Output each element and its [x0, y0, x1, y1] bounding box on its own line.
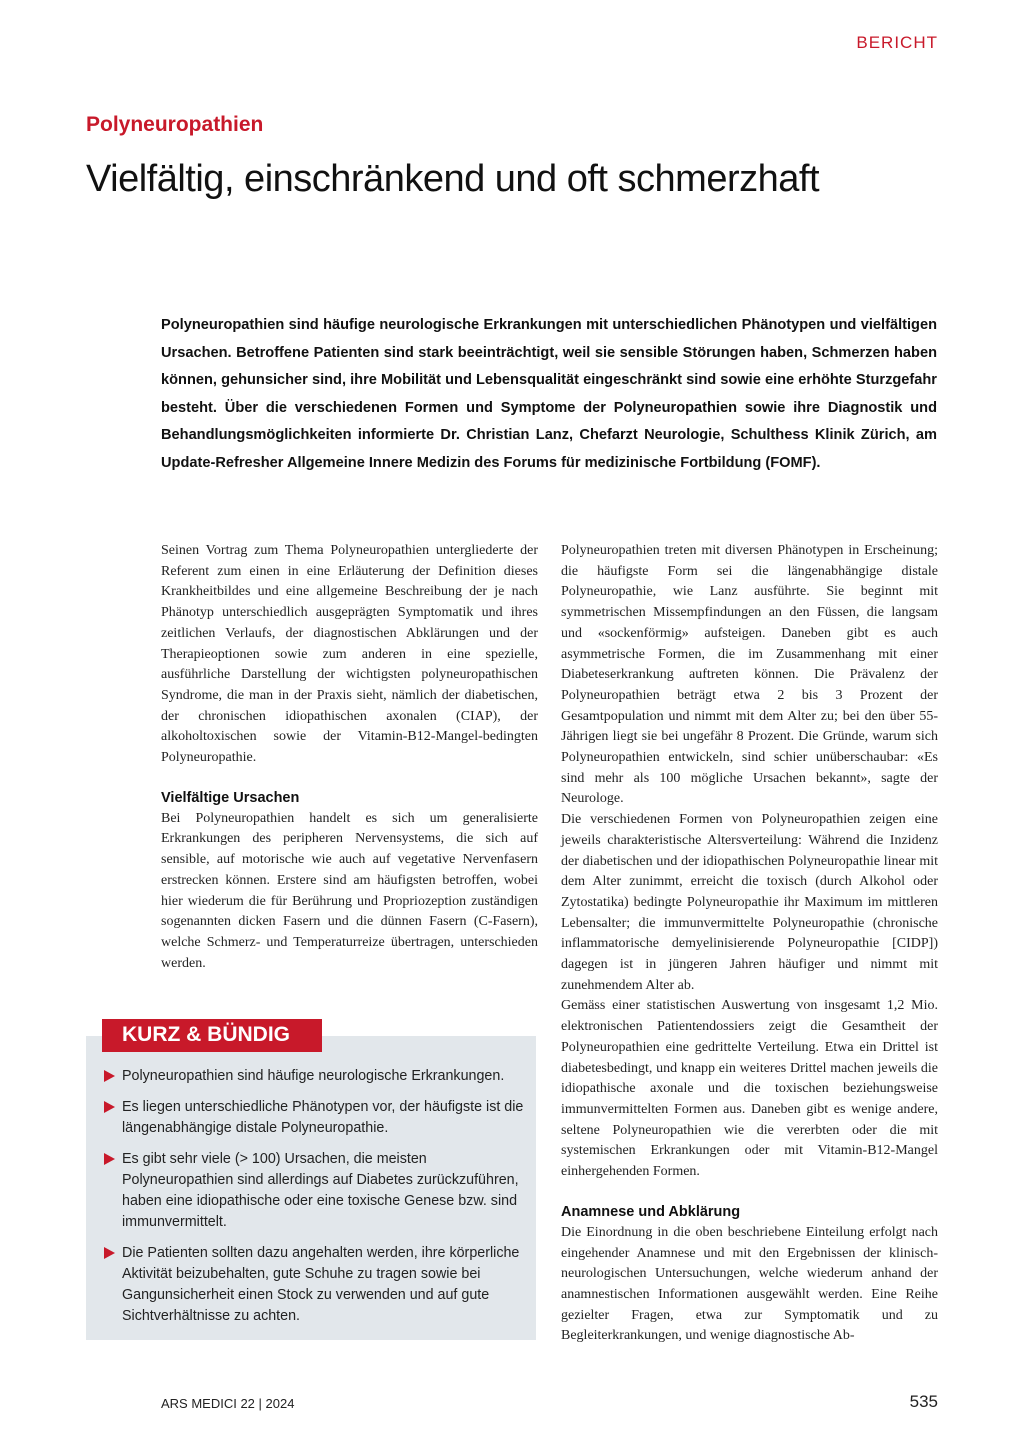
journal-issue: ARS MEDICI 22 | 2024 — [161, 1396, 295, 1411]
summary-item-text: Es gibt sehr viele (> 100) Ursachen, die meisten Polyneuropathien sind allerdings auf Diabetes zurückzuführen, haben eine idiopathische oder eine toxische Genese bzw. sind immunvermittelt. — [122, 1151, 519, 1230]
intro-paragraph: Seinen Vortrag zum Thema Polyneuropathien untergliederte der Referent zum einen in eine Erläuterung der Definition dieses Krankheitbildes und eine allgemeine Beschreibung der je nach Phänotyp unterschiedlich ausgeprägten Symptomatik und ihres zeitlichen Verlaufs, der diagnostischen Abklärungen und der Therapieoptionen sowie zum anderen in eine spezielle, ausführliche Darstellung der wichtigsten polyneuropathischen Syndrome, die man in der Praxis sieht, nämlich der diabetischen, der chronischen idiopathischen axonalen (CIAP), der alkoholtoxischen sowie der Vitamin-B12-Mangel-bedingten Polyneuropathie. — [161, 543, 538, 766]
body-paragraph: Gemäss einer statistischen Auswertung von insgesamt 1,2 Mio. elektronischen Patientendossiers zeigt die Gesamtheit der Polyneuropathien eine gedrittelte Verteilung. Etwa ein Drittel ist diabetesbedingt, und knapp ein weiteres Drittel machen jeweils die idiopathische axonale und die toxischen beziehungsweise immunvermittelten Formen aus. Daneben gibt es wenige andere, seltene Polyneuropathien wie die vererbten oder die mit systemischen Erkrankungen oder mit Vitamin-B12-Mangel einhergehenden Formen. — [561, 998, 938, 1180]
subheading-anamnese: Anamnese und Abklärung — [561, 1203, 741, 1220]
article-kicker: Polyneuropathien — [86, 113, 264, 136]
summary-item-text: Es liegen unterschiedliche Phänotypen vor, der häufigste ist die längenabhängige distale Polyneuropathie. — [122, 1099, 524, 1136]
summary-item — [104, 1149, 529, 1233]
triangle-bullet-icon — [104, 1247, 115, 1259]
article-title: Vielfältig, einschränkend und oft schmerzhaft — [86, 158, 820, 200]
body-paragraph: Bei Polyneuropathien handelt es sich um generalisierte Erkrankungen des peripheren Nervensystems, die sich auf sensible, auf motorische wie auch auf vegetative Nervenfasern erstrecken können. Erstere sind am häufigsten betroffen, wobei hier wiederum die für Berührung und Propriozeption zuständigen sogenannten dicken Fasern und die dünnen Fasern (C-Fasern), welche Schmerz- und Temperaturreize übertragen, unterschieden werden. — [161, 810, 538, 971]
triangle-bullet-icon — [104, 1101, 115, 1113]
triangle-bullet-icon — [104, 1070, 115, 1082]
summary-list — [104, 1066, 529, 1337]
left-column — [161, 541, 538, 974]
summary-item — [104, 1097, 529, 1139]
summary-item — [104, 1066, 529, 1087]
article-lead: Polyneuropathien sind häufige neurologische Erkrankungen mit unterschiedlichen Phänotypen und vielfältigen Ursachen. Betroffene Patienten sind stark beeinträchtigt, weil sie sensible Störungen haben, Schmerzen haben können, gehunsicher sind, ihre Mobilität und Lebensqualität eingeschränkt sind sowie eine erhöhte Sturzgefahr besteht. Über die verschiedenen Formen und Symptome der Polyneuropathien sowie ihre Diagnostik und Behandlungsmöglichkeiten informierte Dr. Christian Lanz, Chefarzt Neurologie, Schulthess Klinik Zürich, am Update-Refresher Allgemeine Innere Medizin des Forums für medizinische Fortbildung (FOMF). — [161, 317, 937, 471]
right-column — [561, 541, 938, 1347]
body-paragraph: Die Einordnung in die oben beschriebene Einteilung erfolgt nach eingehender Anamnese und mit den Ergebnissen der klinisch-neurologischen Untersuchungen, welche wiederum anhand der anamnestischen Informationen ausgewählt werden. Eine Reihe gezielter Fragen, etwa zur Symptomatik und zu Begleiterkrankungen, und wenige diagnostische Ab- — [561, 1224, 938, 1344]
body-paragraph: Die verschiedenen Formen von Polyneuropathien zeigen eine jeweils charakteristische Altersverteilung: Während die Inzidenz der diabetischen und der idiopathischen Polyneuropathie linear mit dem Alter zunimmt, erreicht die toxisch (durch Alkohol oder Zytostatika) bedingte Polyneuropathie ihr Maximum im mittleren Lebensalter; die immunvermittelte Polyneuropathie (chronische inflammatorische demyelinisierende Polyneuropathie [CIDP]) dagegen ist in jüngeren Jahren häufiger und nimmt mit zunehmendem Alter ab. — [561, 812, 938, 993]
section-label: BERICHT — [856, 33, 938, 52]
body-paragraph: Polyneuropathien treten mit diversen Phänotypen in Erscheinung; die häufigste Form sei die längenabhängige distale Polyneuropathie, wie Lanz ausführte. Sie beginnt mit symmetrischen Missempfindungen an den Füssen, die langsam und «sockenförmig» aufsteigen. Daneben gibt es auch asymmetrische Formen, die im Zusammenhang mit einer Diabeteserkrankung auftreten können. Die Prävalenz der Polyneuropathien beträgt etwa 2 bis 3 Prozent der Gesamtpopulation und nimmt mit dem Alter zu; bei den über 55-Jährigen liegt sie bei ungefähr 8 Prozent. Die Gründe, warum sich Polyneuropathien entwickeln, sind schier unüberschaubar: «Es sind mehr als 100 mögliche Ursachen bekannt», sagte der Neurologe. — [561, 543, 938, 807]
summary-box-title: KURZ & BÜNDIG — [102, 1019, 322, 1052]
subheading-vielfaeltige-ursachen: Vielfältige Ursachen — [161, 789, 300, 806]
summary-item — [104, 1243, 529, 1327]
triangle-bullet-icon — [104, 1153, 115, 1165]
page-number: 535 — [909, 1392, 938, 1411]
summary-item-text: Die Patienten sollten dazu angehalten werden, ihre körperliche Aktivität beizubehalten, gute Schuhe zu tragen sowie bei Gangunsicherheit einen Stock zu verwenden und auf gute Sichtverhältnisse zu achten. — [122, 1245, 520, 1324]
summary-item-text: Polyneuropathien sind häufige neurologische Erkrankungen. — [122, 1068, 505, 1084]
